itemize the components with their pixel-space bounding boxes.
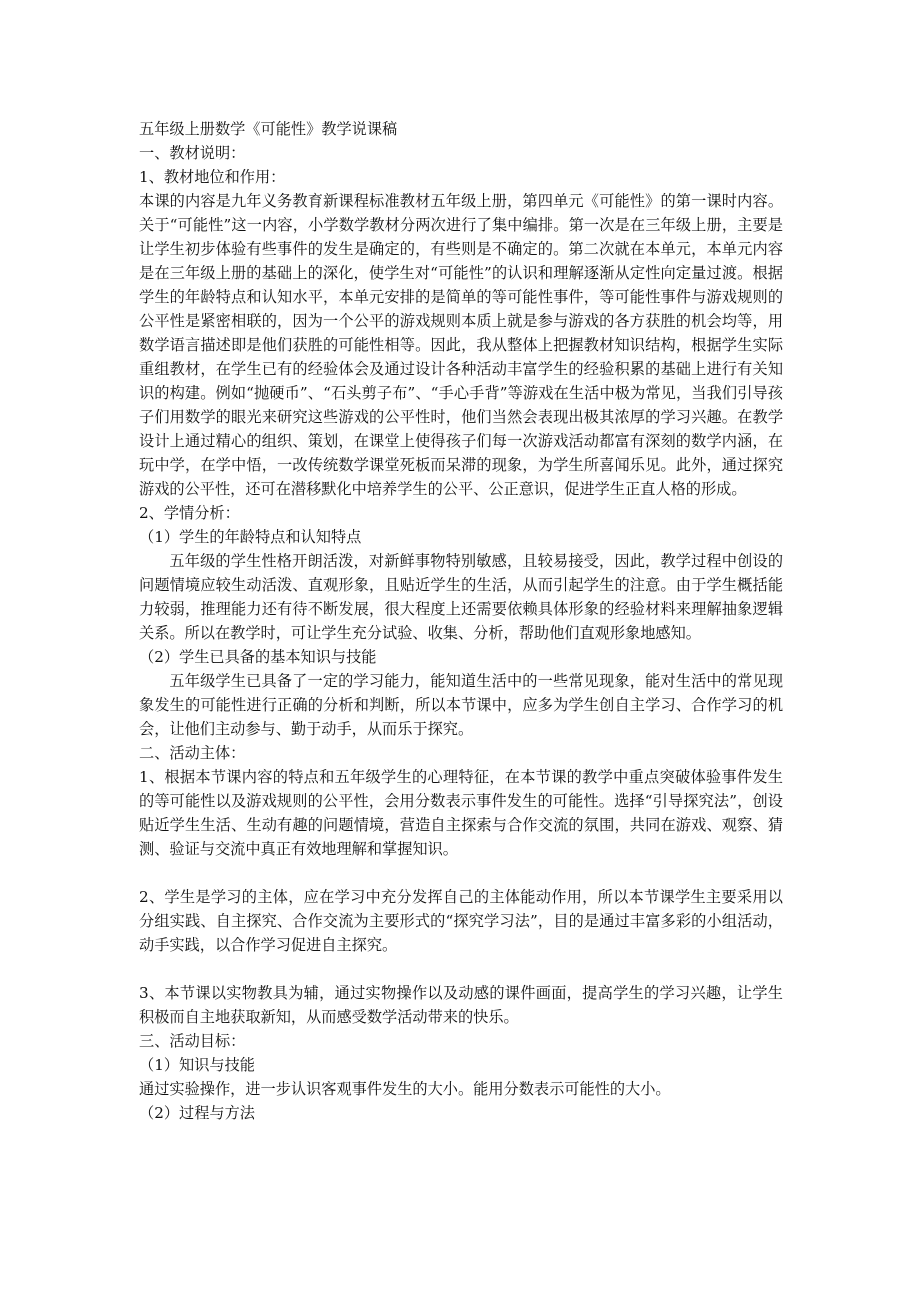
blank-line xyxy=(139,957,783,981)
paragraph-existing-knowledge: 五年级学生已具备了一定的学习能力，能知道生活中的一些常见现象，能对生活中的常见现象发生的可能性进行正确的分析和判断，所以本节课中，应多为学生创自主学习、合作学习的机会，让他们主动参与、勤于动手，从而乐于探究。 xyxy=(139,672,783,738)
item-heading-age-traits: （1）学生的年龄特点和认知特点 xyxy=(139,528,362,546)
blank-line xyxy=(139,861,783,885)
paragraph-activity-subject-1: 1、根据本节课内容的特点和五年级学生的心理特征，在本节课的教学中重点突破体验事件发生的等可能性以及游戏规则的公平性，会用分数表示事件发生的可能性。选择“引导探究法”，创设贴近学生生活、生动有趣的问题情境，营造自主探索与合作交流的氛围，共同在游戏、观察、猜测、验证与交流中真正有效地理解和掌握知识。 xyxy=(139,768,783,858)
paragraph-knowledge-skills: 通过实验操作，进一步认识客观事件发生的大小。能用分数表示可能性的大小。 xyxy=(139,1080,671,1098)
document-title: 五年级上册数学《可能性》教学说课稿 xyxy=(139,120,398,138)
paragraph-activity-subject-3: 3、本节课以实物教具为辅，通过实物操作以及动感的课件画面，提高学生的学习兴趣，让学生积极而自主地获取新知，从而感受数学活动带来的快乐。 xyxy=(139,984,783,1026)
section-heading-teaching-material: 一、教材说明： xyxy=(139,144,246,162)
paragraph-activity-subject-2: 2、学生是学习的主体，应在学习中充分发挥自己的主体能动作用，所以本节课学生主要采用以分组实践、自主探究、合作交流为主要形式的“探究学习法”，目的是通过丰富多彩的小组活动，动手实践，以合作学习促进自主探究。 xyxy=(139,888,783,954)
section-heading-activity-subject: 二、活动主体： xyxy=(139,744,246,762)
paragraph-age-traits: 五年级的学生性格开朗活泼，对新鲜事物特别敏感，且较易接受，因此，教学过程中创设的问题情境应较生动活泼、直观形象，且贴近学生的生活，从而引起学生的注意。由于学生概括能力较弱，推理能力还有待不断发展，很大程度上还需要依赖具体形象的经验材料来理解抽象逻辑关系。所以在教学时，可让学生充分试验、收集、分析，帮助他们直观形象地感知。 xyxy=(139,552,783,642)
subheading-student-analysis: 2、学情分析： xyxy=(139,504,240,522)
item-heading-existing-knowledge: （2）学生已具备的基本知识与技能 xyxy=(139,648,377,666)
document-body xyxy=(139,117,783,1125)
paragraph-material-role: 本课的内容是九年义务教育新课程标准教材五年级上册，第四单元《可能性》的第一课时内容。关于“可能性”这一内容，小学数学教材分两次进行了集中编排。第一次是在三年级上册，主要是让学生初步体验有些事件的发生是确定的，有些则是不确定的。第二次就在本单元，本单元内容是在三年级上册的基础上的深化，使学生对“可能性”的认识和理解逐渐从定性向定量过渡。根据学生的年龄特点和认知水平，本单元安排的是简单的等可能性事件，等可能性事件与游戏规则的公平性是紧密相联的，因为一个公平的游戏规则本质上就是参与游戏的各方获胜的机会均等，用数学语言描述即是他们获胜的可能性相等。因此，我从整体上把握教材知识结构，根据学生实际重组教材，在学生已有的经验体会及通过设计各种活动丰富学生的经验积累的基础上进行有关知识的构建。例如“抛硬币”、“石头剪子布”、“手心手背”等游戏在生活中极为常见，当我们引导孩子们用数学的眼光来研究这些游戏的公平性时，他们当然会表现出极其浓厚的学习兴趣。在教学设计上通过精心的组织、策划，在课堂上使得孩子们每一次游戏活动都富有深刻的数学内涵，在玩中学，在学中悟，一改传统数学课堂死板而呆滞的现象，为学生所喜闻乐见。此外，通过探究游戏的公平性，还可在潜移默化中培养学生的公平、公正意识，促进学生正直人格的形成。 xyxy=(139,192,783,498)
item-heading-knowledge-skills: （1）知识与技能 xyxy=(139,1056,255,1074)
section-heading-activity-goals: 三、活动目标： xyxy=(139,1032,246,1050)
subheading-material-role: 1、教材地位和作用： xyxy=(139,168,286,186)
item-heading-process-method: （2）过程与方法 xyxy=(139,1104,255,1122)
